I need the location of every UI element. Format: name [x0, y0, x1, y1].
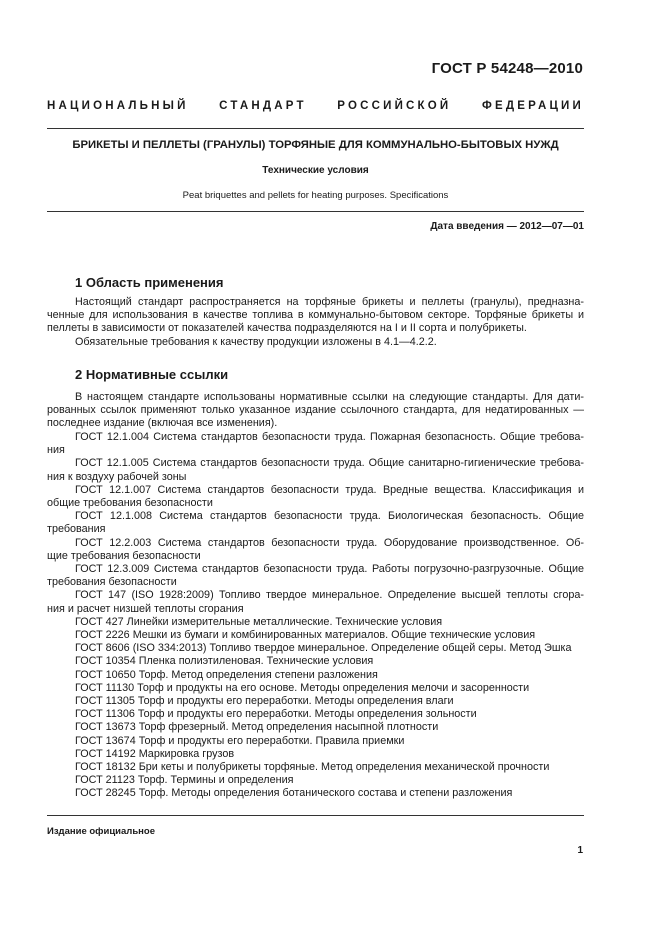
text-line: рованных ссылок применяют только указанное издание ссылочного стандарта, для недатированных —	[47, 404, 584, 417]
reference-line: ГОСТ 147 (ISO 1928:2009) Топливо твердое минеральное. Определение высшей теплоты сгора-	[75, 589, 584, 602]
reference-item	[47, 510, 584, 536]
reference-line: ГОСТ 10650 Торф. Метод определения степени разложения	[75, 668, 378, 681]
reference-item	[47, 695, 584, 708]
header-rule	[47, 128, 584, 129]
reference-line: ГОСТ 10354 Пленка полиэтиленовая. Технические условия	[75, 655, 374, 668]
reference-line: ГОСТ 12.1.007 Система стандартов безопасности труда. Вредные вещества. Классификация и	[75, 483, 584, 496]
section-1-text	[47, 296, 584, 349]
text-line: Настоящий стандарт распространяется на торфяные брикеты и пеллеты (гранулы), предназна-	[75, 296, 584, 308]
reference-line: ГОСТ 28245 Торф. Методы определения ботанического состава и степени разложения	[75, 787, 513, 800]
reference-line-continued: ния и расчет низшей теплоты сгорания	[47, 602, 244, 615]
reference-line: ГОСТ 12.1.008 Система стандартов безопасности труда. Биологическая безопасность. Общие	[75, 510, 584, 523]
text-line: ченные для использования в качестве топлива в коммунально-бытовом секторе. Торфяные брикеты и	[47, 309, 584, 322]
reference-line: ГОСТ 11306 Торф и продукты его переработки. Методы определения зольности	[75, 708, 477, 721]
reference-line-continued: ния	[47, 444, 65, 457]
title-rule	[47, 211, 584, 212]
reference-item	[47, 457, 584, 483]
reference-line: ГОСТ 12.1.005 Система стандартов безопасности труда. Общие санитарно-гигиенические требова-	[75, 457, 584, 470]
reference-line: ГОСТ 14192 Маркировка грузов	[75, 747, 235, 760]
section-2-intro	[47, 391, 584, 431]
text-line: пеллеты в зависимости от показателей качества подразделяются на I и II сорта и полубрикеты.	[47, 322, 527, 335]
reference-item	[47, 787, 584, 800]
reference-item	[47, 431, 584, 457]
reference-line: ГОСТ 8606 (ISO 334:2013) Топливо твердое минеральное. Определение общей серы. Метод Эшка	[75, 642, 572, 655]
reference-item	[47, 537, 584, 563]
reference-line: ГОСТ 427 Линейки измерительные металлические. Технические условия	[75, 615, 443, 628]
reference-line: ГОСТ 12.2.003 Система стандартов безопасности труда. Оборудование производственное. Об-	[75, 536, 584, 549]
reference-item	[47, 735, 584, 748]
section-1-heading: 1 Область применения	[75, 275, 224, 290]
reference-item	[47, 655, 584, 668]
reference-line-continued: ния к воздуху рабочей зоны	[47, 470, 187, 483]
reference-line: ГОСТ 2226 Мешки из бумаги и комбинированных материалов. Общие технические условия	[75, 629, 536, 641]
section-2-heading: 2 Нормативные ссылки	[75, 367, 229, 382]
reference-line: ГОСТ 21123 Торф. Термины и определения	[75, 774, 294, 787]
reference-item	[47, 642, 584, 655]
reference-line-continued: требования	[47, 523, 106, 536]
reference-item	[47, 748, 584, 761]
reference-item	[47, 616, 584, 629]
reference-line: ГОСТ 12.3.009 Система стандартов безопасности труда. Работы погрузочно-разгрузочные. Общие	[75, 563, 584, 575]
reference-line: ГОСТ 13674 Торф и продукты его переработки. Правила приемки	[75, 734, 405, 747]
document-subtitle: Технические условия	[262, 165, 369, 176]
reference-item	[47, 563, 584, 589]
document-title: БРИКЕТЫ И ПЕЛЛЕТЫ (ГРАНУЛЫ) ТОРФЯНЫЕ ДЛЯ КОММУНАЛЬНО-БЫТОВЫХ НУЖД	[72, 139, 559, 151]
footer-rule	[47, 815, 584, 816]
reference-line: ГОСТ 11305 Торф и продукты его переработки. Методы определения влаги	[75, 695, 454, 707]
reference-item	[47, 774, 584, 787]
reference-item	[47, 708, 584, 721]
standard-code: ГОСТ Р 54248—2010	[431, 60, 583, 77]
reference-item	[47, 721, 584, 734]
reference-item	[47, 484, 584, 510]
reference-line: ГОСТ 13673 Торф фрезерный. Метод определения насыпной плотности	[75, 721, 439, 734]
reference-item	[47, 669, 584, 682]
reference-item	[47, 629, 584, 642]
english-title: Peat briquettes and pellets for heating purposes. Specifications	[182, 190, 449, 201]
text-line: В настоящем стандарте использованы нормативные ссылки на следующие стандарты. Для дати-	[75, 391, 584, 403]
reference-item	[47, 682, 584, 695]
reference-item	[47, 589, 584, 615]
reference-line-continued: требования безопасности	[47, 576, 177, 589]
reference-line: ГОСТ 18132 Бри кеты и полубрикеты торфяные. Метод определения механической прочности	[75, 761, 550, 773]
official-edition-label: Издание официальное	[47, 826, 155, 837]
text-line: Обязательные требования к качеству продукции изложены в 4.1—4.2.2.	[75, 335, 437, 348]
text-line: последнее издание (включая все изменения).	[47, 417, 278, 430]
reference-line-continued: общие требования безопасности	[47, 497, 213, 509]
reference-item	[47, 761, 584, 774]
page-number: 1	[577, 845, 583, 856]
introduction-date: Дата введения — 2012—07—01	[430, 221, 584, 232]
reference-line: ГОСТ 11130 Торф и продукты на его основе. Методы определения мелочи и засоренности	[75, 681, 530, 694]
reference-line: ГОСТ 12.1.004 Система стандартов безопасности труда. Пожарная безопасность. Общие требова-	[75, 431, 584, 443]
reference-line-continued: щие требования безопасности	[47, 549, 201, 562]
national-standard-heading: НАЦИОНАЛЬНЫЙ СТАНДАРТ РОССИЙСКОЙ ФЕДЕРАЦИИ	[47, 100, 584, 112]
